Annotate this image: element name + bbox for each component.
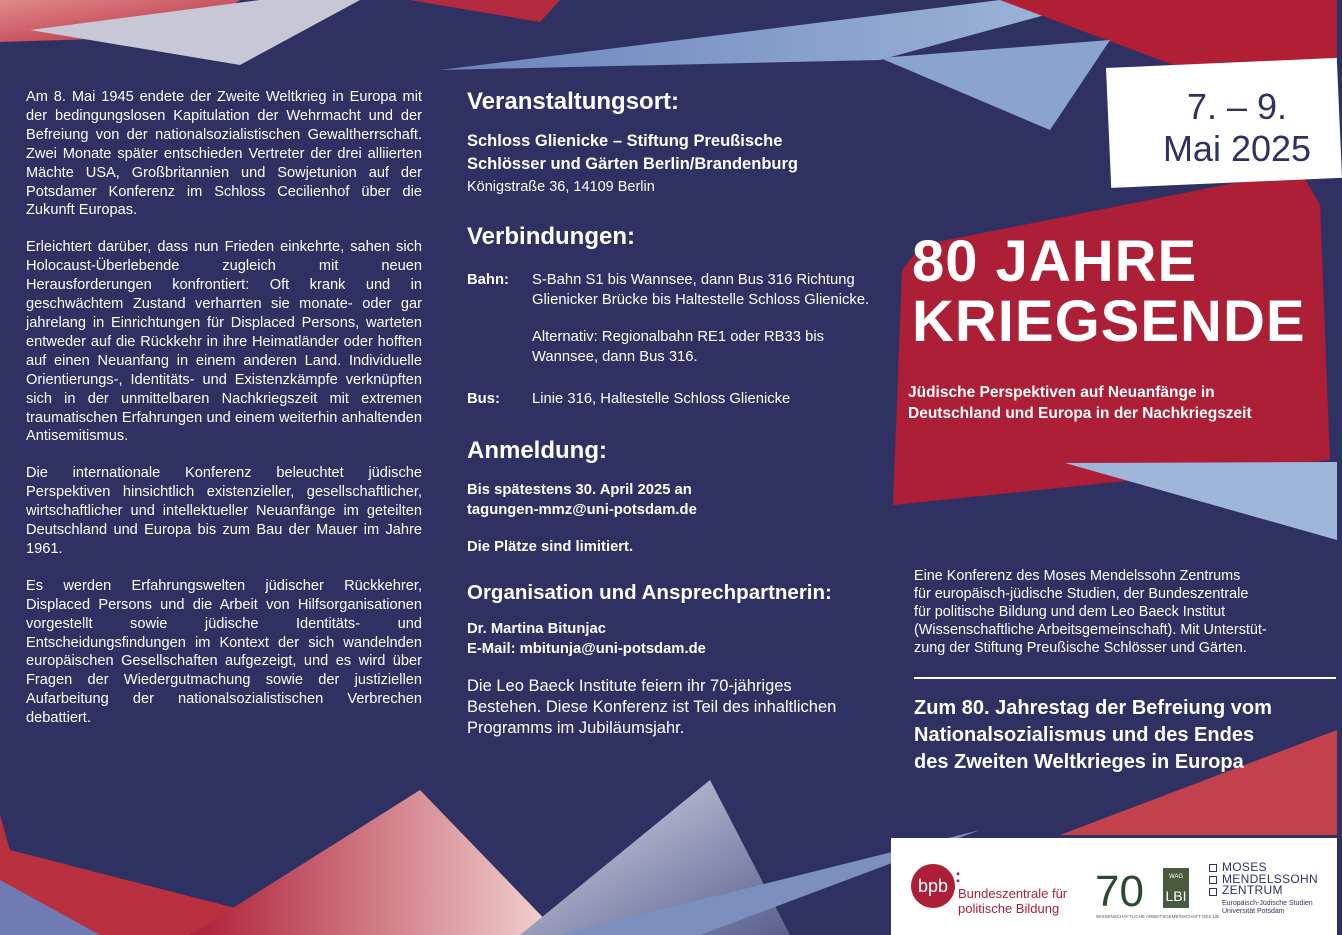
event-date: 7. – 9. Mai 2025 (1162, 86, 1312, 169)
bpb-name: Bundeszentrale für politische Bildung (958, 886, 1068, 916)
bahn-text (532, 271, 887, 367)
venue-address: Königstraße 36, 14109 Berlin (467, 179, 655, 195)
registration-deadline: Bis spätestens 30. April 2025 an tagungen-mmz@uni-potsdam.de (467, 481, 697, 518)
shape-right-blue (880, 40, 1110, 130)
conference-info: Eine Konferenz des Moses Mendelssohn Zentrums für europäisch-jüdische Studien, der Bundeszentrale für politische Bildung und dem Leo Baeck Institut (Wissenschaftliche Arbeitsgemeinschaft). Mit Unterstüt- zung der Stiftung Preußische Schlösser und Gärten. (914, 568, 1267, 656)
intro-paragraph: Die internationale Konferenz beleuchtet jüdische Perspektiven hinsichtlich existenzieller, gesellschaftlicher, wirtschaftlicher und intellektueller Neuanfänge im geteilten Deutschland und Europa bis zum Bau der Mauer im Jahre 1961. (26, 465, 422, 557)
bpb-colon: : (955, 866, 961, 886)
mmz-name: MOSES MENDELSSOHN ZENTRUM (1222, 860, 1318, 897)
divider (914, 677, 1336, 679)
bahn-alternative: Alternativ: Regionalbahn RE1 oder RB33 bis Wannsee, dann Bus 316. (532, 329, 825, 365)
lbi-logo (1095, 866, 1191, 914)
info-column (467, 88, 887, 739)
lbi-number: 70 (1095, 867, 1144, 916)
event-subtitle: Jüdische Perspektiven auf Neuanfänge in Deutschland und Europa in der Nachkriegszeit (908, 384, 1252, 422)
connections-table (467, 271, 887, 410)
lbi-top: WAG (1168, 874, 1184, 880)
intro-paragraph: Am 8. Mai 1945 endete der Zweite Weltkrieg in Europa mit der bedingungslosen Kapitulation der Wehrmacht und der Befreiung von der nationalsozialistischen Gewaltherrschaft. Zwei Monate später entschieden Vertreter der drei alliierten Mächte USA, Großbritannien und Sowjetunion auf der Potsdamer Konferenz im Schloss Cecilienhof über die Zukunft Europas. (26, 89, 422, 219)
intro-paragraph: Es werden Erfahrungswelten jüdischer Rückkehrer, Displaced Persons und die Arbeit von Hilfsorganisationen vorgestellt sowie jüdische Identitäts- und Entscheidungsfindungen im Kontext der sich wandelnden europäischen Gesellschaften aufgezeigt, und es wird über Fragen der Wiedergutmachung sowie der justiziellen Aufarbeitung der nationalsozialistischen Verbrechen debattiert. (26, 577, 422, 727)
intro-column (26, 88, 422, 746)
bus-label: Bus: (467, 391, 500, 407)
bus-text: Linie 316, Haltestelle Schloss Glienicke (532, 391, 791, 407)
anniversary-statement: Zum 80. Jahrestag der Befreiung vom Nationalsozialismus und des Endes des Zweiten Weltkrieges in Europa (914, 697, 1272, 773)
connection-row-bus (467, 367, 887, 410)
mmz-icon (1209, 864, 1218, 900)
contact-heading: Organisation und Ansprechpartnerin: (467, 580, 832, 604)
registration-limited: Die Plätze sind limitiert. (467, 538, 634, 555)
bpb-logo: bpb (911, 864, 955, 908)
connections-heading: Verbindungen: (467, 223, 635, 250)
intro-paragraph: Erleichtert darüber, dass nun Frieden einkehrte, sahen sich Holocaust-Überlebende zugleich mit neuen Herausforderungen konfrontiert: Oft krank und in geschwächtem Zustand verharrten sie monate- oder gar jahrelang in Einrichtungen für Displaced Persons, warteten entweder auf die Rückkehr in ihre Heimatländer oder hofften auf einen Neuanfang in einem anderen Land. Individuelle Orientierungs-, Identitäts- und Existenzkämpfe verknüpften sich in der unmittelbaren Nachkriegszeit mit extremen traumatischen Erfahrungen und einem weiterhin anhaltenden Antisemitismus. (26, 239, 422, 445)
lbi-caption: WISSENSCHAFTLICHE ARBEITSGEMEINSCHAFT DES LBI (1096, 914, 1220, 919)
jubilee-note-text: Die Leo Baeck Institute feiern ihr 70-jähriges Bestehen. Diese Konferenz ist Teil des inhaltlichen Programms im Jubiläumsjahr. (467, 676, 837, 737)
contact-details: Dr. Martina Bitunjac E-Mail: mbitunja@uni-potsdam.de (467, 620, 706, 657)
shape-bottom-left-light (190, 790, 560, 935)
connection-row-bahn (467, 271, 887, 367)
shape-blue-strip (1065, 462, 1337, 540)
registration-heading: Anmeldung: (467, 436, 607, 464)
bahn-label: Bahn: (467, 272, 509, 288)
event-title: 80 JAHRE KRIEGSENDE (912, 229, 1306, 354)
venue-name: Schloss Glienicke – Stiftung Preußische Schlösser und Gärten Berlin/Brandenburg (467, 132, 798, 173)
venue-heading: Veranstaltungsort: (467, 88, 680, 115)
logo-bar (891, 838, 1337, 935)
mmz-subtitle: Europäisch-Jüdische Studien Universität Potsdam (1222, 900, 1313, 915)
shape-top-center-red (410, 0, 560, 22)
lbi-mark: LBI (1165, 888, 1187, 904)
bahn-route: S-Bahn S1 bis Wannsee, dann Bus 316 Richtung Glienicker Brücke bis Haltestelle Schloss Glienicke. (532, 272, 870, 308)
